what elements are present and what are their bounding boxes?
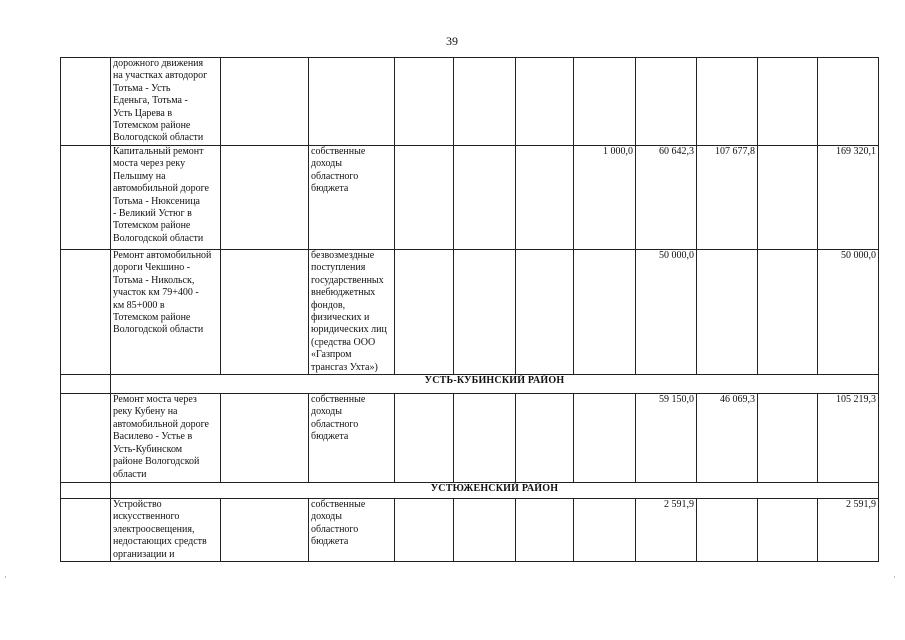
value-cell: 46 069,3	[697, 394, 758, 483]
value-cell	[395, 394, 454, 483]
value-cell	[574, 250, 636, 375]
value-cell	[697, 58, 758, 146]
value-cell	[758, 146, 818, 250]
blank-cell	[221, 146, 309, 250]
value-cell: 50 000,0	[636, 250, 697, 375]
table-row	[61, 250, 879, 375]
value-cell: 2 591,9	[636, 499, 697, 562]
row-index-cell	[61, 375, 111, 394]
section-title: УСТЬ-КУБИНСКИЙ РАЙОН	[111, 375, 879, 394]
value-cell	[516, 146, 574, 250]
scan-mark-right: ·	[893, 572, 896, 582]
page-number: 39	[446, 34, 458, 48]
funding-source-cell: собственные доходы областного бюджета	[309, 499, 395, 562]
scan-mark-left: ·	[4, 572, 7, 582]
value-cell: 60 642,3	[636, 146, 697, 250]
value-cell	[516, 394, 574, 483]
blank-cell	[221, 394, 309, 483]
section-row	[61, 483, 879, 499]
table-row	[61, 146, 879, 250]
value-cell	[454, 499, 516, 562]
value-cell	[574, 58, 636, 146]
row-index-cell	[61, 250, 111, 375]
funding-source-cell	[309, 58, 395, 146]
value-cell	[758, 58, 818, 146]
value-cell	[395, 499, 454, 562]
value-cell	[395, 58, 454, 146]
row-index-cell	[61, 483, 111, 499]
table-row	[61, 394, 879, 483]
value-cell	[697, 250, 758, 375]
measure-name-cell: Капитальный ремонт моста через реку Пельшму на автомобильной дороге Тотьма - Нюксеница - Великий Устюг в Тотемском районе Вологодской области	[111, 146, 221, 250]
value-cell	[454, 58, 516, 146]
blank-cell	[221, 499, 309, 562]
value-cell	[454, 146, 516, 250]
value-cell: 1 000,0	[574, 146, 636, 250]
value-cell	[758, 499, 818, 562]
budget-table	[60, 57, 879, 562]
funding-source-cell: собственные доходы областного бюджета	[309, 394, 395, 483]
value-cell	[758, 394, 818, 483]
blank-cell	[221, 250, 309, 375]
value-cell	[454, 250, 516, 375]
value-cell	[636, 58, 697, 146]
funding-source-cell: собственные доходы областного бюджета	[309, 146, 395, 250]
row-index-cell	[61, 499, 111, 562]
measure-name-cell: дорожного движения на участках автодорог Тотьма - Усть Еденьга, Тотьма - Усть Царева в Тотемском районе Вологодской области	[111, 58, 221, 146]
row-index-cell	[61, 394, 111, 483]
value-cell	[516, 250, 574, 375]
value-cell	[574, 499, 636, 562]
value-cell	[758, 250, 818, 375]
value-cell	[454, 394, 516, 483]
funding-source-cell: безвозмездные поступления государственных внебюджетных фондов, физических и юридических лиц (средства ООО «Газпром трансгаз Ухта»)	[309, 250, 395, 375]
measure-name-cell: Ремонт моста через реку Кубену на автомобильной дороге Василево - Устье в Усть-Кубинском районе Вологодской области	[111, 394, 221, 483]
section-title: УСТЮЖЕНСКИЙ РАЙОН	[111, 483, 879, 499]
value-cell: 2 591,9	[818, 499, 879, 562]
value-cell	[516, 499, 574, 562]
value-cell	[574, 394, 636, 483]
value-cell: 50 000,0	[818, 250, 879, 375]
value-cell	[818, 58, 879, 146]
measure-name-cell: Ремонт автомобильной дороги Чекшино - Тотьма - Никольск, участок км 79+400 - км 85+000 в Тотемском районе Вологодской области	[111, 250, 221, 375]
measure-name-cell: Устройство искусственного электроосвещения, недостающих средств организации и	[111, 499, 221, 562]
value-cell	[516, 58, 574, 146]
table-row	[61, 58, 879, 146]
row-index-cell	[61, 146, 111, 250]
value-cell: 107 677,8	[697, 146, 758, 250]
value-cell	[395, 146, 454, 250]
blank-cell	[221, 58, 309, 146]
value-cell	[395, 250, 454, 375]
value-cell: 59 150,0	[636, 394, 697, 483]
section-row	[61, 375, 879, 394]
row-index-cell	[61, 58, 111, 146]
value-cell	[697, 499, 758, 562]
table-row	[61, 499, 879, 562]
value-cell: 105 219,3	[818, 394, 879, 483]
value-cell: 169 320,1	[818, 146, 879, 250]
